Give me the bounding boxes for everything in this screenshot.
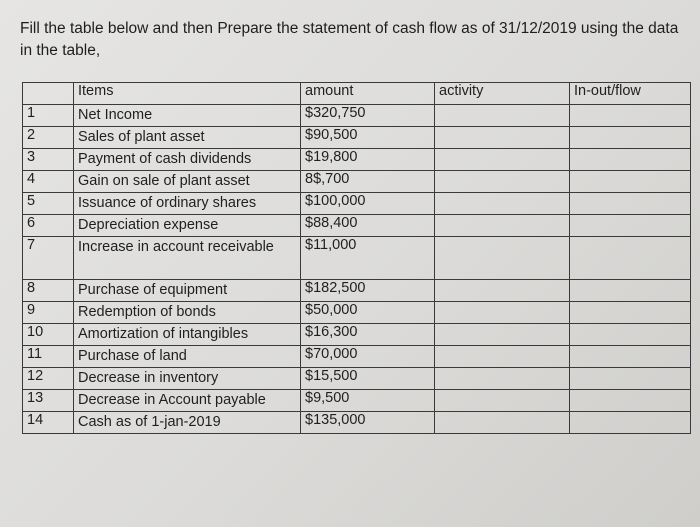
table-row <box>23 193 691 215</box>
row-item-text: Purchase of equipment <box>78 282 228 298</box>
row-amount: $15,500 <box>301 368 435 390</box>
row-item-text: Amortization of intangibles <box>78 326 249 342</box>
row-amount: $9,500 <box>301 390 435 412</box>
row-flow[interactable] <box>570 368 691 390</box>
row-amount: $19,800 <box>301 149 435 171</box>
row-activity[interactable] <box>435 390 570 412</box>
row-amount: $90,500 <box>301 127 435 149</box>
row-item <box>74 171 301 193</box>
row-activity[interactable] <box>435 324 570 346</box>
row-amount: $135,000 <box>301 412 435 434</box>
table-row <box>23 324 691 346</box>
row-flow[interactable] <box>570 149 691 171</box>
row-item <box>74 324 301 346</box>
row-item-text: Redemption of bonds <box>78 304 216 320</box>
row-amount: $50,000 <box>301 302 435 324</box>
row-num: 11 <box>23 346 74 368</box>
instructions-text: Fill the table below and then Prepare the statement of cash flow as of 31/12/2019 using the data in the table, <box>20 20 679 59</box>
table-row <box>23 149 691 171</box>
row-activity[interactable] <box>435 237 570 280</box>
row-activity[interactable] <box>435 127 570 149</box>
row-item <box>74 215 301 237</box>
table-row <box>23 302 691 324</box>
row-item-text: Purchase of land <box>78 348 187 364</box>
row-flow[interactable] <box>570 105 691 127</box>
row-amount: $16,300 <box>301 324 435 346</box>
table-row <box>23 237 691 280</box>
row-item <box>74 127 301 149</box>
row-item-text: Cash as of 1-jan-2019 <box>78 414 221 430</box>
row-activity[interactable] <box>435 412 570 434</box>
row-flow[interactable] <box>570 127 691 149</box>
row-activity[interactable] <box>435 215 570 237</box>
row-num: 9 <box>23 302 74 324</box>
row-amount: $320,750 <box>301 105 435 127</box>
table-row <box>23 171 691 193</box>
row-item-text: Gain on sale of plant asset <box>78 173 250 189</box>
row-num: 7 <box>23 237 74 280</box>
table-row <box>23 127 691 149</box>
table-row <box>23 105 691 127</box>
row-amount: 8$,700 <box>301 171 435 193</box>
row-flow[interactable] <box>570 193 691 215</box>
row-activity[interactable] <box>435 171 570 193</box>
row-num: 5 <box>23 193 74 215</box>
row-item <box>74 368 301 390</box>
table-row <box>23 390 691 412</box>
row-item <box>74 149 301 171</box>
row-item <box>74 237 301 280</box>
row-activity[interactable] <box>435 346 570 368</box>
header-num <box>23 83 74 105</box>
row-item <box>74 412 301 434</box>
row-item-text: Sales of plant asset <box>78 129 205 145</box>
row-num: 8 <box>23 280 74 302</box>
row-activity[interactable] <box>435 368 570 390</box>
row-item-text: Net Income <box>78 107 153 123</box>
row-activity[interactable] <box>435 105 570 127</box>
table-row <box>23 346 691 368</box>
row-flow[interactable] <box>570 280 691 302</box>
row-amount: $182,500 <box>301 280 435 302</box>
row-flow[interactable] <box>570 215 691 237</box>
table-header-row <box>23 83 691 105</box>
header-amount: amount <box>301 83 435 105</box>
row-amount: $100,000 <box>301 193 435 215</box>
header-flow: In-out/flow <box>570 83 691 105</box>
row-activity[interactable] <box>435 280 570 302</box>
row-item <box>74 346 301 368</box>
header-items: Items <box>74 83 301 105</box>
row-item <box>74 105 301 127</box>
row-item <box>74 280 301 302</box>
header-activity: activity <box>435 83 570 105</box>
row-num: 3 <box>23 149 74 171</box>
row-item <box>74 390 301 412</box>
row-item-text: Decrease in Account payable <box>78 392 266 408</box>
row-flow[interactable] <box>570 324 691 346</box>
table-row <box>23 412 691 434</box>
row-activity[interactable] <box>435 193 570 215</box>
row-flow[interactable] <box>570 171 691 193</box>
row-item-text: Depreciation expense <box>78 217 219 233</box>
row-flow[interactable] <box>570 390 691 412</box>
table-row <box>23 368 691 390</box>
row-item <box>74 193 301 215</box>
row-item <box>74 302 301 324</box>
row-num: 12 <box>23 368 74 390</box>
row-flow[interactable] <box>570 237 691 280</box>
table-row <box>23 215 691 237</box>
row-activity[interactable] <box>435 149 570 171</box>
row-flow[interactable] <box>570 412 691 434</box>
row-item-text: Increase in account receivable <box>78 239 274 255</box>
row-item-text: Issuance of ordinary shares <box>78 195 257 211</box>
data-table <box>22 82 691 434</box>
row-amount: $88,400 <box>301 215 435 237</box>
row-num: 4 <box>23 171 74 193</box>
row-activity[interactable] <box>435 302 570 324</box>
row-num: 6 <box>23 215 74 237</box>
row-num: 2 <box>23 127 74 149</box>
row-amount: $11,000 <box>301 237 435 280</box>
row-num: 13 <box>23 390 74 412</box>
row-amount: $70,000 <box>301 346 435 368</box>
row-item-text: Decrease in inventory <box>78 370 219 386</box>
row-num: 14 <box>23 412 74 434</box>
row-flow[interactable] <box>570 346 691 368</box>
row-num: 1 <box>23 105 74 127</box>
row-flow[interactable] <box>570 302 691 324</box>
table-row <box>23 280 691 302</box>
row-num: 10 <box>23 324 74 346</box>
row-item-text: Payment of cash dividends <box>78 151 252 167</box>
